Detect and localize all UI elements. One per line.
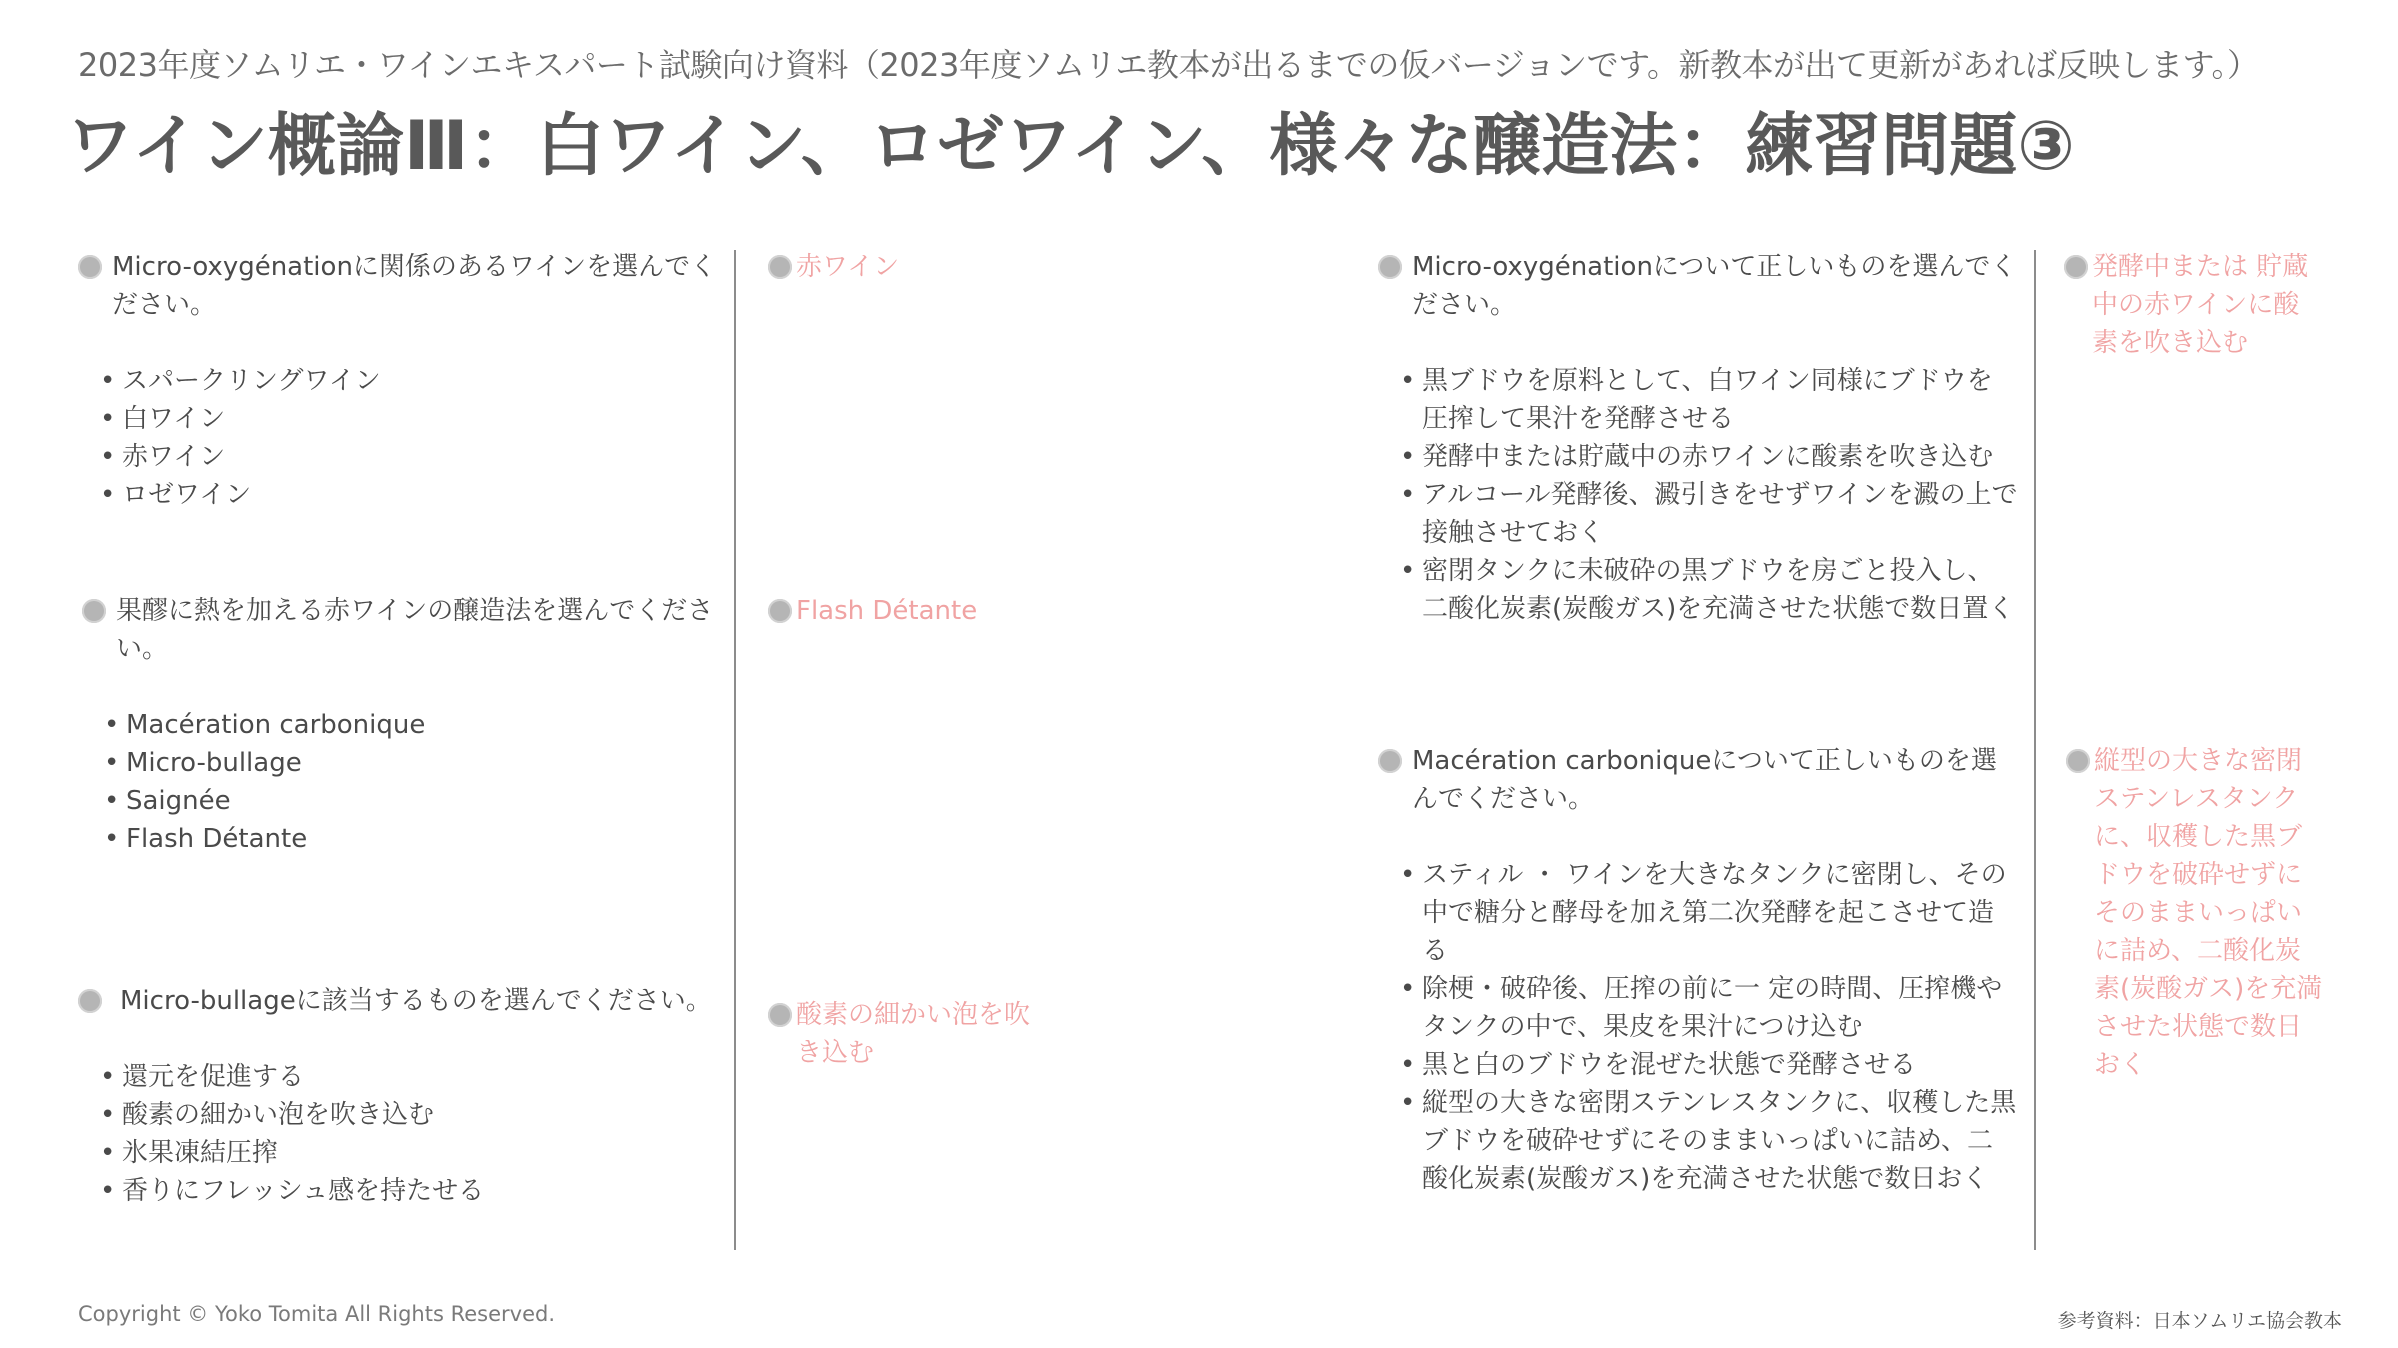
option-item: • 赤ワイン [100, 442, 226, 472]
answer-text: Flash Détante [796, 596, 978, 626]
option-item: • 香りにフレッシュ感を持たせる [100, 1176, 485, 1206]
question-text: Micro-oxygénationについて正しいものを選んでください。 [1412, 252, 2017, 320]
option-item: • 酸素の細かい泡を吹き込む [100, 1100, 435, 1130]
page-subtitle: 2023年度ソムリエ・ワインエキスパート試験向け資料（2023年度ソムリエ教本が出るまでの仮バージョンです。新教本が出て更新があれば反映します。） [78, 46, 2259, 84]
answer-text: 縦型の大きな密閉ステンレスタンクに、収穫した黒ブドウを破砕せずにそのままいっぱいに詰め、二酸化炭素(炭酸ガス)を充満させた状態で数日おく [2094, 746, 2323, 1080]
option-item: • 発酵中または貯蔵中の赤ワインに酸素を吹き込む [1400, 442, 1994, 472]
bullet-circle-icon [1378, 255, 1402, 279]
page-title: ワイン概論Ⅲ：白ワイン、ロゼワイン、様々な醸造法：練習問題③ [66, 107, 2075, 186]
bullet-circle-icon [768, 1003, 792, 1027]
answer-text: 発酵中または 貯蔵中の赤ワインに酸素を吹き込む [2092, 252, 2309, 358]
option-item: • Micro-bullage [104, 748, 302, 778]
option-item: • スティル ・ ワインを大きなタンクに密閉し、その中で糖分と酵母を加え第二次発酵を起こさせて造る [1400, 860, 2007, 966]
option-item: • Flash Détante [104, 824, 308, 854]
bullet-circle-icon [1378, 749, 1402, 773]
answer-block-1 [768, 248, 1068, 286]
option-item: • Saignée [104, 786, 231, 816]
bullet-circle-icon [768, 599, 792, 623]
option-item: • ロゼワイン [100, 480, 252, 510]
question-block-5 [1378, 742, 2018, 1198]
option-item: • スパークリングワイン [100, 366, 381, 396]
option-item: • アルコール発酵後、澱引きをせずワインを澱の上で接触させておく [1400, 480, 2018, 548]
question-row [82, 592, 722, 668]
question-row [78, 248, 718, 324]
question-row [1378, 248, 2018, 324]
question-block-3 [78, 982, 738, 1210]
copyright-text: Copyright © Yoko Tomita All Rights Reserved. [78, 1302, 556, 1326]
bullet-circle-icon [768, 255, 792, 279]
option-list [1378, 362, 2018, 628]
bullet-circle-icon [82, 599, 106, 623]
option-item: • Macération carbonique [104, 710, 426, 740]
option-item: • 縦型の大きな密閉ステンレスタンクに、収穫した黒ブドウを破砕せずにそのままいっぱいに詰め、二酸化炭素(炭酸ガス)を充満させた状態で数日おく [1400, 1088, 2017, 1194]
question-text: Micro-oxygénationに関係のあるワインを選んでください。 [112, 252, 717, 320]
reference-text: 参考資料：日本ソムリエ協会教本 [2057, 1310, 2342, 1332]
option-item: • 還元を促進する [100, 1062, 305, 1092]
question-row [1378, 742, 2018, 818]
question-block-2 [82, 592, 722, 858]
option-list [78, 1058, 738, 1210]
bullet-circle-icon [2066, 749, 2090, 773]
answer-block-4 [2064, 248, 2324, 362]
question-block-1 [78, 248, 718, 514]
bullet-circle-icon [78, 255, 102, 279]
option-item: • 氷果凍結圧搾 [100, 1138, 279, 1168]
answer-block-2 [768, 592, 1068, 630]
question-row [78, 982, 738, 1020]
option-item: • 密閉タンクに未破砕の黒ブドウを房ごと投入し、二酸化炭素(炭酸ガス)を充満させた状態で数日置く [1400, 556, 2015, 624]
answer-text: 赤ワイン [796, 252, 900, 282]
question-block-4 [1378, 248, 2018, 628]
question-text: Micro-bullageに該当するものを選んでください。 [120, 986, 712, 1016]
bullet-circle-icon [2064, 255, 2088, 279]
option-list [82, 706, 722, 858]
option-list [78, 362, 718, 514]
answer-text: 酸素の細かい泡を吹き込む [796, 1000, 1031, 1068]
answer-block-3 [768, 996, 1038, 1072]
option-list [1378, 856, 2018, 1198]
option-item: • 黒ブドウを原料として、白ワイン同様にブドウを圧搾して果汁を発酵させる [1400, 366, 1993, 434]
question-text: Macération carboniqueについて正しいものを選んでください。 [1412, 746, 1997, 814]
divider-right [2034, 250, 2036, 1250]
option-item: • 除梗・破砕後、圧搾の前に一 定の時間、圧搾機やタンクの中で、果皮を果汁につけ込む [1400, 974, 2003, 1042]
option-item: • 黒と白のブドウを混ぜた状態で発酵させる [1400, 1050, 1917, 1080]
answer-block-5 [2066, 742, 2326, 1084]
question-text: 果醪に熱を加える赤ワインの醸造法を選んでください。 [116, 596, 714, 664]
option-item: • 白ワイン [100, 404, 226, 434]
bullet-circle-icon [78, 989, 102, 1013]
